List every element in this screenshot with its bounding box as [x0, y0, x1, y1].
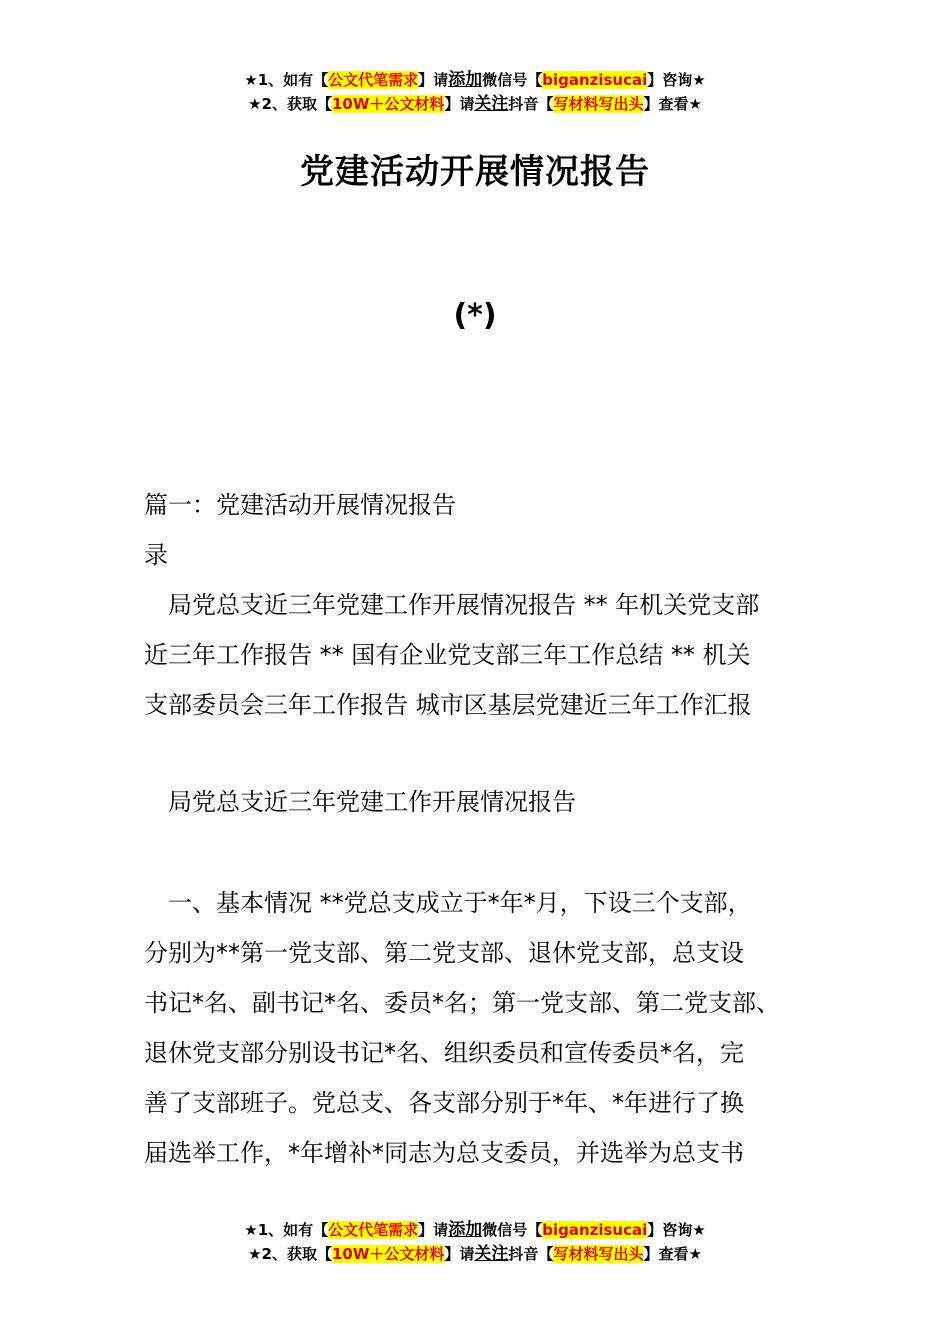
promo-text: 微信号【 — [482, 1221, 543, 1239]
promo-text: 】请 — [418, 71, 449, 89]
promo-text: ★1、如有【 — [244, 1221, 329, 1239]
promo-line-2 — [0, 92, 950, 116]
promo-text: ★2、获取【 — [248, 95, 332, 113]
document-subtitle: (*) — [453, 298, 497, 333]
paragraph-line: 书记*名、副书记*名、委员*名；第一党支部、第二党支部、 — [144, 989, 780, 1017]
promo-highlight: 10W＋公文材料 — [331, 1245, 445, 1263]
promo-banner-bottom — [0, 1218, 950, 1266]
toc-line: 局党总支近三年党建工作开展情况报告 ** 年机关党支部 — [168, 591, 760, 619]
promo-banner-top — [0, 68, 950, 116]
promo-highlight: 10W＋公文材料 — [331, 95, 445, 113]
promo-line-1 — [0, 1218, 950, 1242]
promo-highlight: biganzisucai — [542, 71, 648, 89]
promo-highlight: 公文代笔需求 — [328, 1221, 419, 1239]
toc-line: 近三年工作报告 ** 国有企业党支部三年工作总结 ** 机关 — [144, 641, 751, 669]
paragraph-line: 退休党支部分别设书记*名、组织委员和宣传委员*名，完 — [144, 1039, 744, 1067]
paragraph-line: 善了支部班子。党总支、各支部分别于*年、*年进行了换 — [144, 1089, 744, 1117]
promo-highlight: 写材料写出头 — [553, 1245, 644, 1263]
promo-text: 】请 — [418, 1221, 449, 1239]
promo-text: 】查看★ — [643, 1245, 702, 1263]
promo-emphasis: 关注 — [474, 1244, 509, 1264]
toc-line: 支部委员会三年工作报告 城市区基层党建近三年工作汇报 — [144, 691, 752, 719]
promo-text: 】咨询★ — [647, 71, 706, 89]
promo-text: ★1、如有【 — [244, 71, 329, 89]
toc-label: 录 — [144, 541, 168, 569]
toc-paragraph — [144, 580, 824, 730]
promo-text: 抖音【 — [508, 95, 554, 113]
promo-line-1 — [0, 68, 950, 92]
report-heading: 局党总支近三年党建工作开展情况报告 — [168, 788, 576, 816]
promo-text: 】查看★ — [643, 95, 702, 113]
promo-highlight: 公文代笔需求 — [328, 71, 419, 89]
document-title: 党建活动开展情况报告 — [300, 152, 650, 192]
promo-text: 】请 — [444, 1245, 475, 1263]
promo-text: 】咨询★ — [647, 1221, 706, 1239]
promo-emphasis: 添加 — [448, 1220, 483, 1240]
promo-text: 】请 — [444, 95, 475, 113]
promo-text: 微信号【 — [482, 71, 543, 89]
paragraph-line: 分别为**第一党支部、第二党支部、退休党支部，总支设 — [144, 939, 744, 967]
promo-text: ★2、获取【 — [248, 1245, 332, 1263]
promo-emphasis: 关注 — [474, 94, 509, 114]
promo-highlight: biganzisucai — [542, 1221, 648, 1239]
paragraph-line: 届选举工作，*年增补*同志为总支委员，并选举为总支书 — [144, 1139, 744, 1167]
section-heading: 篇一：党建活动开展情况报告 — [144, 491, 456, 519]
promo-text: 抖音【 — [508, 1245, 554, 1263]
body-paragraph — [144, 878, 824, 1178]
promo-line-2 — [0, 1242, 950, 1266]
promo-emphasis: 添加 — [448, 70, 483, 90]
paragraph-line: 一、基本情况 **党总支成立于*年*月，下设三个支部， — [168, 889, 752, 917]
promo-highlight: 写材料写出头 — [553, 95, 644, 113]
